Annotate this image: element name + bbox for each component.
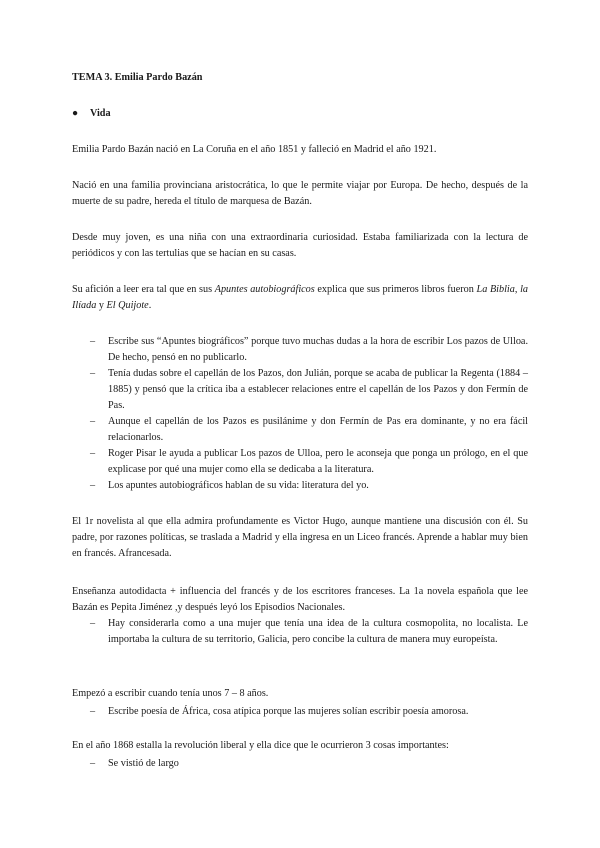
list-item-text: Se vistió de largo (108, 758, 179, 769)
list-item (72, 756, 528, 772)
list-poetry (72, 704, 528, 720)
text-segment: , (514, 284, 521, 295)
italic-title: El Quijote (106, 300, 149, 311)
dash-icon: – (90, 618, 96, 629)
paragraph-family: Nació en una familia provinciana aristocrática, lo que le permite viajar por Europa. De hecho, después de la muerte de su padre, hereda el título de marquesa de Bazán. (72, 180, 528, 207)
list-item (72, 616, 528, 648)
list-item-text: Los apuntes autobiográficos hablan de su vida: literatura del yo. (108, 480, 369, 491)
dash-icon: – (90, 368, 96, 379)
list-events (72, 756, 528, 772)
dash-icon: – (90, 416, 96, 427)
list-item (72, 704, 528, 720)
list-item-text: Escribe poesía de África, cosa atípica porque las mujeres solían escribir poesía amorosa. (108, 706, 469, 717)
paragraph-victor-hugo: El 1r novelista al que ella admira profundamente es Victor Hugo, aunque mantiene una discusión con él. Su padre, por razones políticas, se traslada a Madrid y ella ingresa en un Liceo francés. Aprende a hablar muy bien en francés. Afrancesada. (72, 516, 528, 559)
list-apuntes (72, 334, 528, 494)
list-item (72, 366, 528, 414)
list-item (72, 334, 528, 366)
paragraph-reading (72, 282, 528, 314)
list-item-text: Tenía dudas sobre el capellán de los Pazos, don Julián, porque se acaba de publicar la Regenta (1884 – 1885) y pensó que la crítica iba a establecer relaciones entre el capellán de los Pazos y don Fermín de Pas. (108, 368, 528, 411)
dash-icon: – (90, 448, 96, 459)
italic-title: la Ilíada (72, 284, 529, 311)
list-item-text: Roger Pisar le ayuda a publicar Los pazos de Ulloa, pero le aconseja que ponga un prólogo, en el que explicase por qué una mujer como ella se dedicaba a la literatura. (108, 448, 528, 475)
document-title: TEMA 3. Emilia Pardo Bazán (72, 72, 203, 83)
paragraph-curiosity: Desde muy joven, es una niña con una extraordinaria curiosidad. Estaba familiarizada con la lectura de periódicos y con las tertulias que se hacían en su casas. (72, 232, 528, 259)
text-segment: explica que sus primeros libros fueron (314, 284, 477, 295)
italic-title: Apuntes autobiográficos (214, 284, 315, 295)
dash-icon: – (90, 706, 96, 717)
list-item (72, 446, 528, 478)
paragraph-education: Enseñanza autodidacta + influencia del francés y de los escritores franceses. La 1a novela española que lee Bazán es Pepita Jiménez ,y después leyó los Episodios Nacionales. (72, 586, 528, 613)
list-item (72, 414, 528, 446)
italic-title: La Biblia (476, 284, 515, 295)
dash-icon: – (90, 480, 96, 491)
list-item-text: Aunque el capellán de los Pazos es pusilánime y don Fermín de Pas era dominante, y no era fácil relacionarlos. (108, 416, 528, 443)
paragraph-revolution: En el año 1868 estalla la revolución liberal y ella dice que le ocurrieron 3 cosas importantes: (72, 740, 449, 751)
text-segment: y (96, 300, 107, 311)
text-segment: Su afición a leer era tal que en sus (72, 284, 215, 295)
list-item (72, 478, 528, 494)
dash-icon: – (90, 758, 96, 769)
section-heading-label: Vida (90, 108, 111, 119)
list-cosmopolitan (72, 616, 528, 648)
paragraph-birth: Emilia Pardo Bazán nació en La Coruña en el año 1851 y falleció en Madrid el año 1921. (72, 144, 437, 155)
list-item-text: Hay considerarla como a una mujer que tenía una idea de la cultura cosmopolita, no localista. Le importaba la cultura de su territorio, Galicia, pero concibe la cultura de manera muy europeísta. (108, 618, 528, 645)
bullet-icon: ● (72, 108, 79, 119)
list-item-text: Escribe sus “Apuntes biográficos” porque tuvo muchas dudas a la hora de escribir Los pazos de Ulloa. De hecho, pensó en no publicarlo. (108, 336, 528, 363)
text-segment: . (148, 300, 152, 311)
paragraph-start-writing: Empezó a escribir cuando tenía unos 7 – 8 años. (72, 688, 269, 699)
section-heading (72, 106, 111, 122)
dash-icon: – (90, 336, 96, 347)
